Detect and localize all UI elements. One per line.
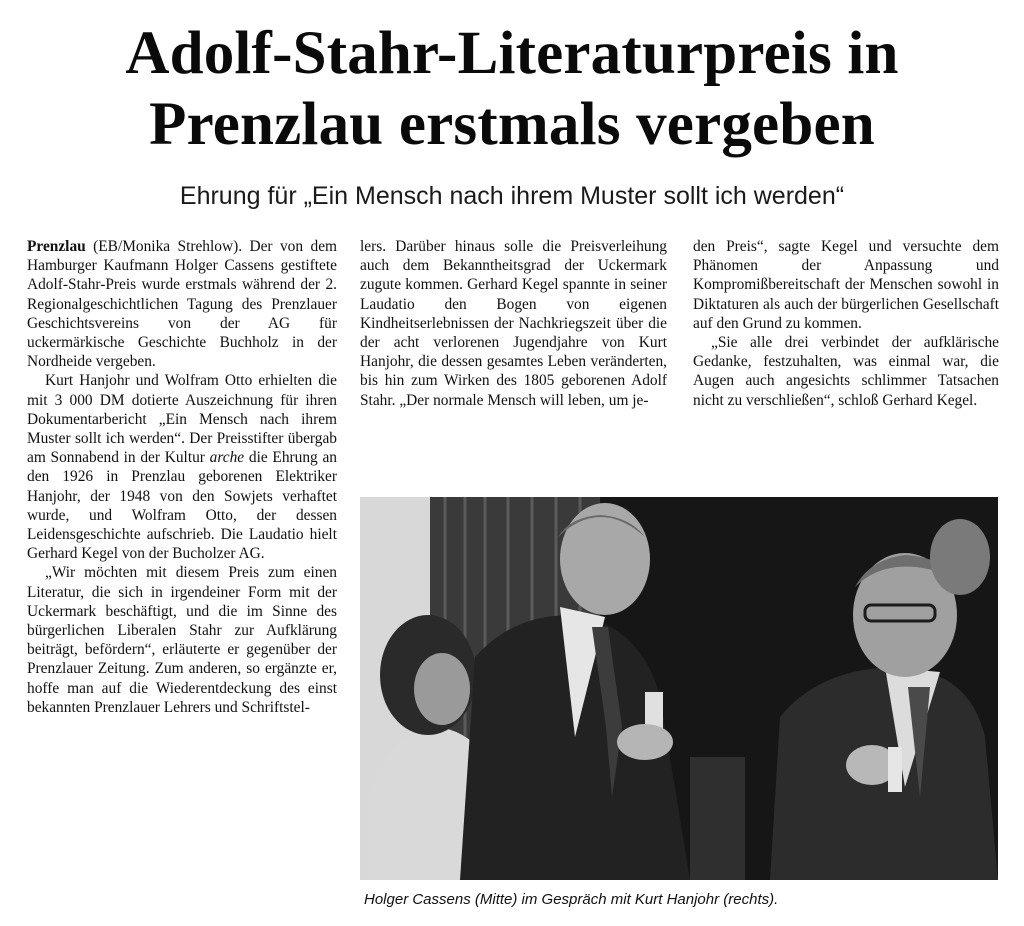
article-column-3 xyxy=(693,237,999,410)
paragraph-continuation: lers. Darüber hinaus solle die Preisverleihung auch dem Bekanntheitsgrad der Uckermark zugute kommen. Gerhard Kegel spannte in seiner Laudatio den Bogen von eigenen Kindheitserlebnissen der Nachkriegszeit über die der acht verlorenen Jugendjahre von Kurt Hanjohr, die dessen gesamtes Leben veränderten, bis hin zum Wirken des 1805 geborenen Adolf Stahr. „Der normale Mensch will leben, um je- xyxy=(360,238,667,409)
subheadline: Ehrung für „Ein Mensch nach ihrem Muster sollt ich werden“ xyxy=(179,182,845,210)
headline-line-1: Adolf-Stahr-Literaturpreis in xyxy=(125,20,899,87)
paragraph-quote: „Wir möchten mit diesem Preis zum einen Literatur, die sich in irgendeiner Form mit der Uckermark beschäftigt, und die im Sinne des bürgerlichen Liberalen Stahr zur Aufklärung beiträgt, befördern“, erläuterte er gegenüber der Prenzlauer Zeitung. Zum anderen, so ergänzte er, hoffe man auf die Wiederentdeckung des einst bekannten Prenzlauer Lehrers und Schriftstel- xyxy=(27,564,337,716)
photo-caption: Holger Cassens (Mitte) im Gespräch mit Kurt Hanjohr (rechts). xyxy=(364,891,779,908)
article-column-1 xyxy=(27,237,337,717)
paragraph-closing-quote: „Sie alle drei verbindet der aufklärische Gedanke, festzuhalten, was einmal war, die Augen auch angesichts schlimmer Tatsachen nicht zu verschließen“, schloß Gerhard Kegel. xyxy=(693,334,999,409)
paragraph-award xyxy=(27,371,337,563)
paragraph-intro xyxy=(27,237,337,371)
venue-name-italic: arche xyxy=(209,449,245,467)
article-column-2 xyxy=(360,237,667,410)
news-photo xyxy=(360,497,998,880)
paragraph-kegel: den Preis“, sagte Kegel und versuchte dem Phänomen der Anpassung und Kompromißbereitschaft der Menschen sowohl in Diktaturen als auch der bürgerlichen Gesellschaft auf den Grund zu kommen. xyxy=(693,238,999,332)
dateline: Prenzlau xyxy=(27,238,86,255)
paragraph-award-text-a: Kurt Hanjohr und Wolfram Otto erhielten die mit 3 000 DM dotierte Auszeichnung für ihren Dokumentarbericht „Ein Mensch nach ihrem Muster sollt ich werden“. Der Preisstifter übergab am Sonnabend in der Kultur xyxy=(27,372,337,467)
headline xyxy=(0,18,1024,160)
headline-line-2: Prenzlau erstmals vergeben xyxy=(149,91,875,158)
byline-text: (EB/Monika Strehlow). Der von dem Hamburger Kaufmann Holger Cassens gestiftete Adolf-Stahr-Preis wurde erstmals während der 2. Regionalgeschichtlichen Tagung des Prenzlauer Geschichtsvereins von der AG für uckermärkische Geschichte Buchholz in der Nordheide vergeben. xyxy=(27,238,337,371)
paragraph-award-text-b: die Ehrung an den 1926 in Prenzlau geborenen Elektriker Hanjohr, der 1948 von den Sowjets verhaftet wurde, und Wolfram Otto, der dessen Leidensgeschichte aufschrieb. Die Laudatio hielt Gerhard Kegel von der Bucholzer AG. xyxy=(27,449,337,563)
